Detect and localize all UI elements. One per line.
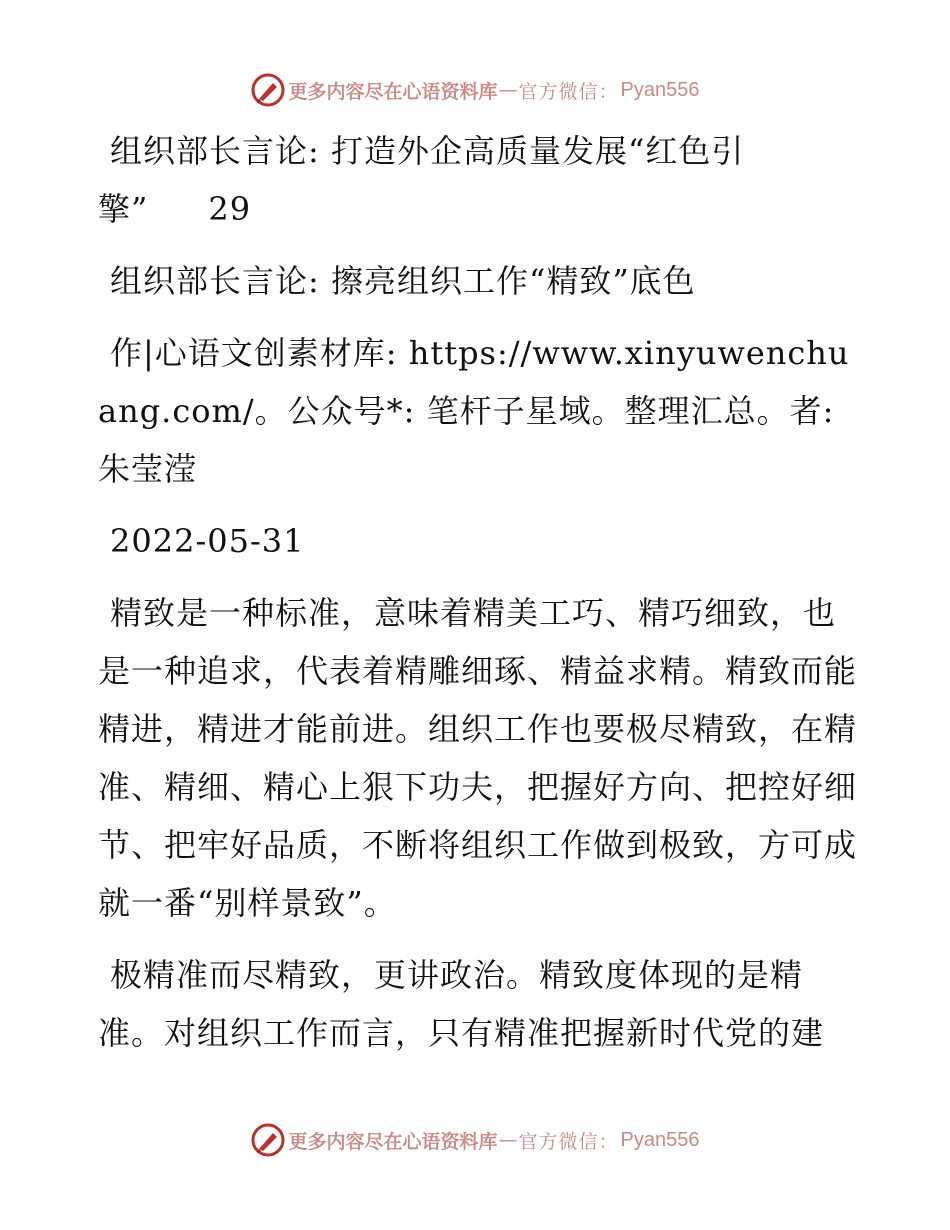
- banner-handle: Pyan556: [620, 78, 700, 101]
- banner-dash: —: [498, 1129, 518, 1151]
- banner-main-text: 更多内容尽在心语资料库: [288, 80, 498, 103]
- heading-1-number: 29: [208, 190, 252, 228]
- banner-label: 官方微信：: [518, 80, 619, 103]
- body-paragraph-2: 极精准而尽精致，更讲政治。精致度体现的是精准。对组织工作而言，只有精准把握新时代党的建: [98, 956, 825, 1052]
- pen-logo-icon: [251, 1123, 285, 1157]
- footer-banner: [0, 1120, 950, 1160]
- banner-main-text: 更多内容尽在心语资料库: [288, 1130, 498, 1153]
- heading-2: 组织部长言论: 擦亮组织工作“精致”底色: [110, 262, 696, 300]
- document-body: [98, 122, 868, 1076]
- header-banner: [0, 70, 950, 110]
- banner-dash: —: [498, 79, 518, 101]
- body-paragraph-1: 精致是一种标准，意味着精美工巧、精巧细致，也是一种追求，代表着精雕细琢、精益求精。精致而能精进，精进才能前进。组织工作也要极尽精致，在精准、精细、精心上狠下功夫，把握好方向、把控好细节、把牢好品质，不断将组织工作做到极致，方可成就一番“别样景致”。: [98, 594, 858, 922]
- banner-handle: Pyan556: [620, 1128, 700, 1151]
- pen-logo-icon: [251, 73, 285, 107]
- heading-1: [98, 122, 868, 238]
- source-line: 作|心语文创素材库: https://www.xinyuwenchuang.com/。公众号*: 笔杆子星域。整理汇总。者: 朱莹滢: [98, 334, 850, 488]
- date-line: 2022-05-31: [110, 522, 305, 560]
- heading-1-text: 组织部长言论: 打造外企高质量发展“红色引擎”: [98, 132, 745, 228]
- banner-label: 官方微信：: [518, 1130, 619, 1153]
